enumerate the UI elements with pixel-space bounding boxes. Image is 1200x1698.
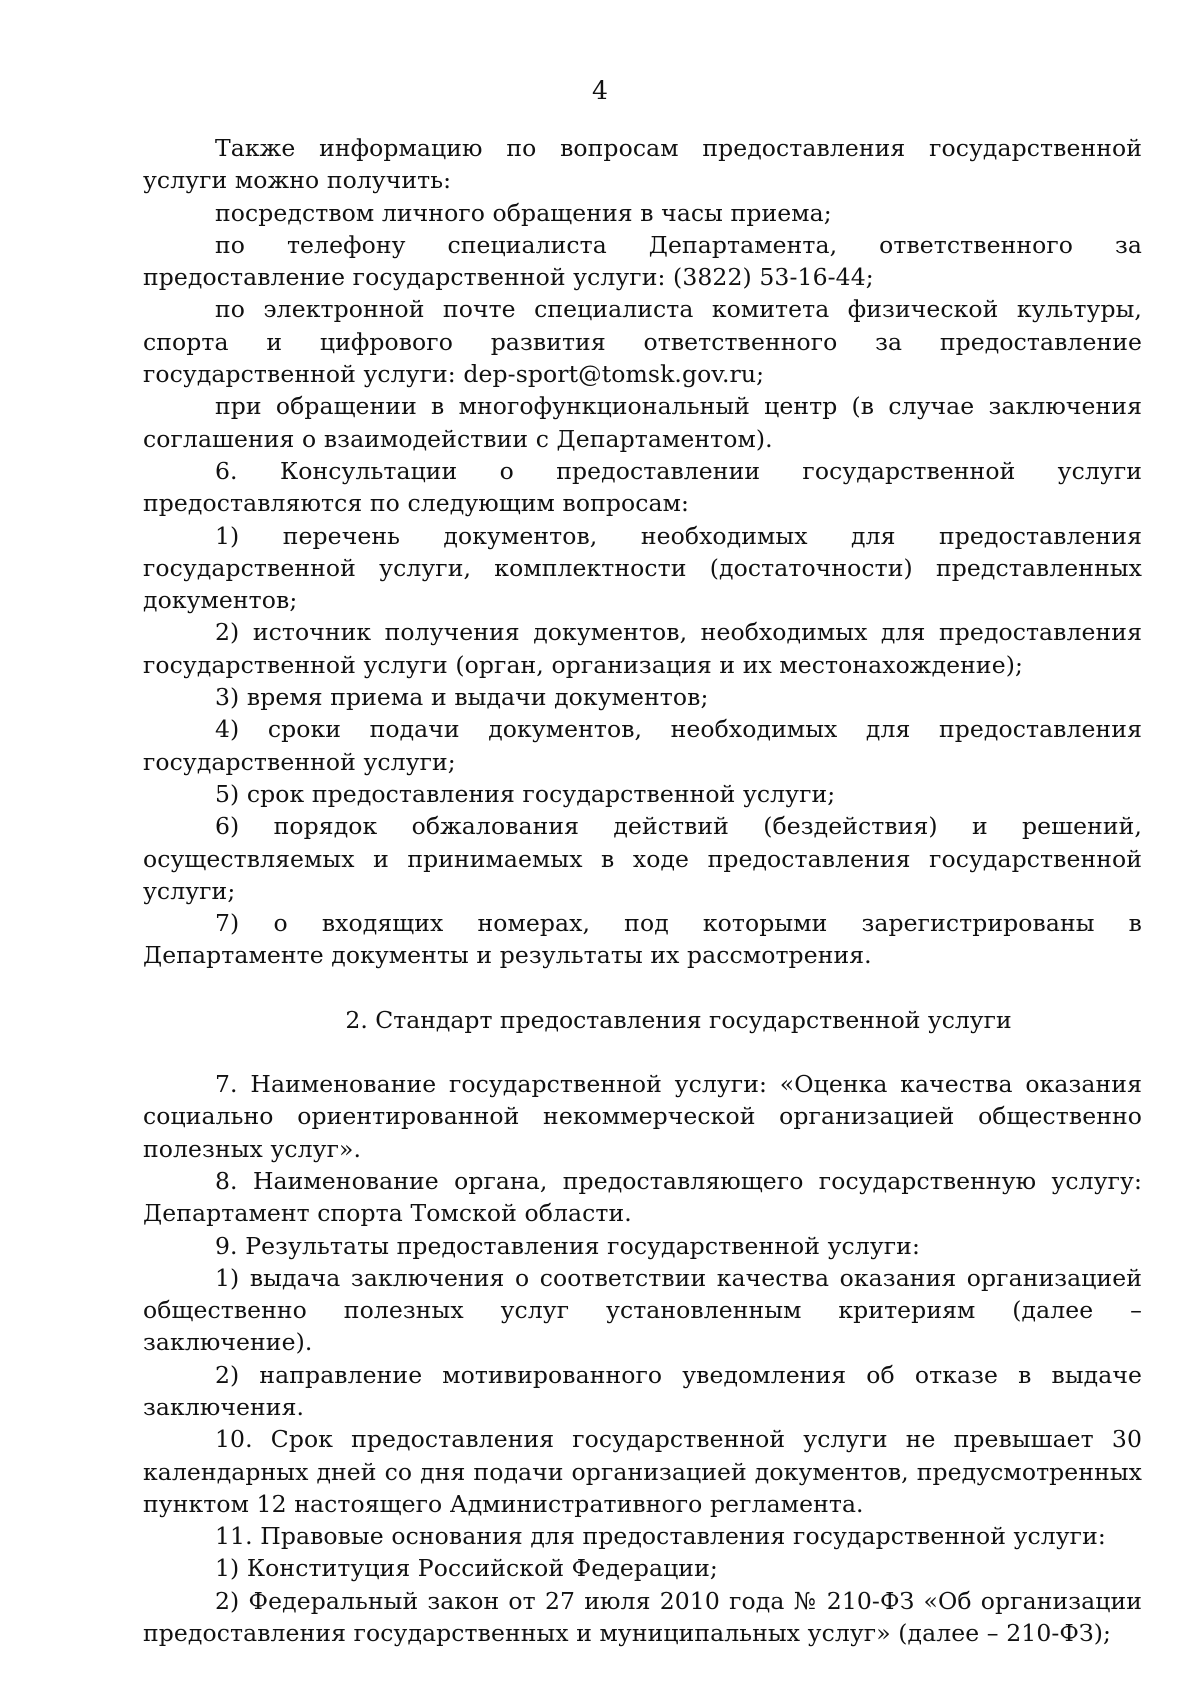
paragraph: по телефону специалиста Департамента, ответственного за предоставление государственной услуги: (3822) 53-16-44; (143, 230, 1142, 292)
paragraph: при обращении в многофункциональный центр (в случае заключения соглашения о взаимодействии с Департаментом). (143, 392, 1142, 453)
list-item: 4) сроки подачи документов, необходимых для предоставления государственной услуги; (143, 715, 1142, 776)
page-number: 4 (592, 76, 608, 105)
paragraph: 7. Наименование государственной услуги: «Оценка качества оказания социально ориентированной некоммерческой организацией общественно полезных услуг». (143, 1070, 1142, 1163)
list-item: 6) порядок обжалования действий (бездействия) и решений, осуществляемых и принимаемых в ходе предоставления государственной услуги; (143, 812, 1142, 905)
paragraph: 8. Наименование органа, предоставляющего государственную услугу: Департамент спорта Томской области. (143, 1166, 1142, 1228)
paragraph: по электронной почте специалиста комитета физической культуры, спорта и цифрового развития ответственного за предоставление государственной услуги: dep-sport@tomsk.gov.ru; (143, 295, 1142, 389)
list-item: 2) Федеральный закон от 27 июля 2010 года № 210-ФЗ «Об организации предоставления государственных и муниципальных услуг» (далее – 210-ФЗ); (143, 1586, 1142, 1648)
list-item: 3) время приема и выдачи документов; (215, 683, 709, 712)
paragraph: посредством личного обращения в часы приема; (215, 198, 832, 227)
list-item: 7) о входящих номерах, под которыми зарегистрированы в Департаменте документы и результаты их рассмотрения. (143, 909, 1142, 970)
list-item: 1) перечень документов, необходимых для предоставления государственной услуги, комплектности (достаточности) представленных документов; (143, 521, 1142, 615)
list-item: 2) направление мотивированного уведомления об отказе в выдаче заключения. (143, 1360, 1142, 1421)
paragraph: 10. Срок предоставления государственной услуги не превышает 30 календарных дней со дня подачи организацией документов, предусмотренных пунктом 12 настоящего Административного регламента. (143, 1425, 1142, 1518)
paragraph: 9. Результаты предоставления государственной услуги: (215, 1231, 920, 1260)
section-heading: 2. Стандарт предоставления государственной услуги (345, 1005, 1012, 1034)
list-item: 1) выдача заключения о соответствии качества оказания организацией общественно полезных услуг установленным критериям (далее – заключение). (143, 1263, 1142, 1357)
paragraph: 11. Правовые основания для предоставления государственной услуги: (215, 1522, 1106, 1551)
document-body (143, 132, 1142, 1649)
list-item: 2) источник получения документов, необходимых для предоставления государственной услуги (орган, организация и их местонахождение); (143, 618, 1142, 679)
paragraph: 6. Консультации о предоставлении государственной услуги предоставляются по следующим вопросам: (143, 456, 1142, 518)
list-item: 5) срок предоставления государственной услуги; (215, 779, 836, 808)
paragraph: Также информацию по вопросам предоставления государственной услуги можно получить: (143, 134, 1142, 195)
list-item: 1) Конституция Российской Федерации; (215, 1554, 718, 1583)
